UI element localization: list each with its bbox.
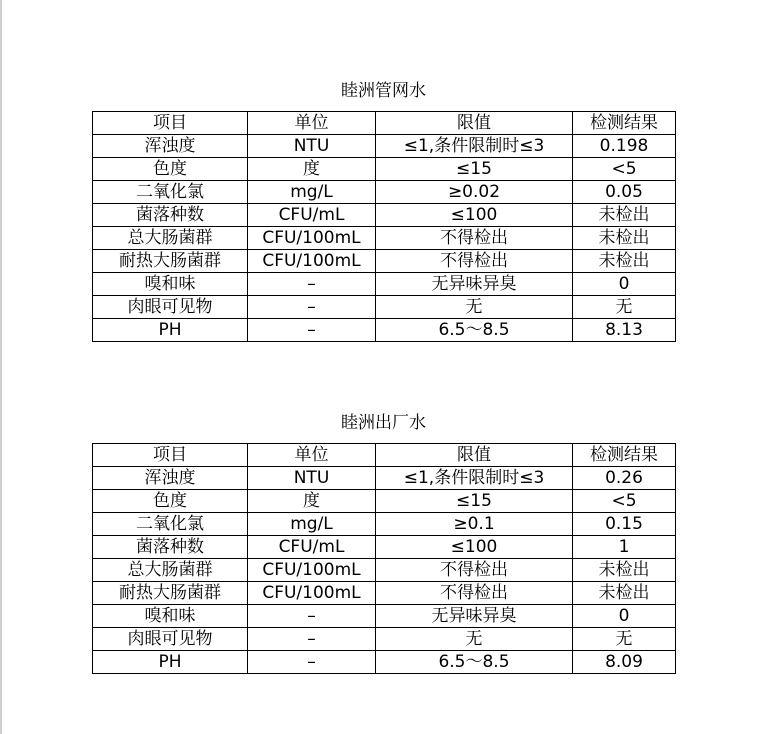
page-left-border bbox=[0, 0, 2, 734]
table-row bbox=[93, 158, 676, 181]
cell-limit: 无 bbox=[376, 628, 573, 651]
cell-result: <5 bbox=[573, 158, 676, 181]
table-row bbox=[93, 605, 676, 628]
header-item: 项目 bbox=[93, 444, 248, 467]
cell-result: <5 bbox=[573, 490, 676, 513]
cell-limit: 不得检出 bbox=[376, 227, 573, 250]
table-row bbox=[93, 513, 676, 536]
table-row bbox=[93, 467, 676, 490]
table-row bbox=[93, 273, 676, 296]
header-unit: 单位 bbox=[248, 444, 376, 467]
cell-unit: – bbox=[248, 628, 376, 651]
cell-limit: ≤100 bbox=[376, 204, 573, 227]
cell-limit: 6.5～8.5 bbox=[376, 651, 573, 674]
cell-unit: 度 bbox=[248, 490, 376, 513]
cell-item: 总大肠菌群 bbox=[93, 227, 248, 250]
table-row bbox=[93, 559, 676, 582]
cell-item: 菌落种数 bbox=[93, 204, 248, 227]
table-row bbox=[93, 582, 676, 605]
cell-limit: 无异味异臭 bbox=[376, 273, 573, 296]
table-title: 睦洲出厂水 bbox=[341, 413, 426, 433]
cell-limit: ≤1,条件限制时≤3 bbox=[376, 467, 573, 490]
cell-result: 未检出 bbox=[573, 582, 676, 605]
cell-unit: – bbox=[248, 273, 376, 296]
header-limit: 限值 bbox=[376, 444, 573, 467]
cell-unit: CFU/mL bbox=[248, 204, 376, 227]
pipe-network-water-table bbox=[92, 111, 676, 342]
table-row bbox=[93, 135, 676, 158]
cell-item: 二氧化氯 bbox=[93, 513, 248, 536]
cell-item: 肉眼可见物 bbox=[93, 296, 248, 319]
cell-result: 0.198 bbox=[573, 135, 676, 158]
cell-unit: NTU bbox=[248, 135, 376, 158]
cell-unit: – bbox=[248, 296, 376, 319]
table-header-row bbox=[93, 444, 676, 467]
table-row bbox=[93, 536, 676, 559]
cell-result: 未检出 bbox=[573, 559, 676, 582]
cell-limit: 无异味异臭 bbox=[376, 605, 573, 628]
cell-unit: mg/L bbox=[248, 181, 376, 204]
cell-item: 嗅和味 bbox=[93, 273, 248, 296]
cell-unit: CFU/100mL bbox=[248, 250, 376, 273]
cell-limit: ≥0.1 bbox=[376, 513, 573, 536]
cell-limit: ≤15 bbox=[376, 158, 573, 181]
cell-item: 耐热大肠菌群 bbox=[93, 250, 248, 273]
cell-result: 0 bbox=[573, 605, 676, 628]
cell-unit: – bbox=[248, 319, 376, 342]
cell-result: 无 bbox=[573, 296, 676, 319]
cell-result: 0.05 bbox=[573, 181, 676, 204]
pipe-network-water-section bbox=[92, 76, 675, 342]
table-row bbox=[93, 319, 676, 342]
header-limit: 限值 bbox=[376, 112, 573, 135]
cell-item: 二氧化氯 bbox=[93, 181, 248, 204]
header-unit: 单位 bbox=[248, 112, 376, 135]
cell-result: 0.15 bbox=[573, 513, 676, 536]
cell-unit: NTU bbox=[248, 467, 376, 490]
cell-item: 浑浊度 bbox=[93, 135, 248, 158]
cell-limit: 不得检出 bbox=[376, 250, 573, 273]
cell-item: PH bbox=[93, 651, 248, 674]
cell-result: 8.09 bbox=[573, 651, 676, 674]
cell-result: 未检出 bbox=[573, 227, 676, 250]
header-result: 检测结果 bbox=[573, 112, 676, 135]
cell-item: 浑浊度 bbox=[93, 467, 248, 490]
table-row bbox=[93, 204, 676, 227]
header-item: 项目 bbox=[93, 112, 248, 135]
table-row bbox=[93, 651, 676, 674]
cell-unit: mg/L bbox=[248, 513, 376, 536]
cell-result: 未检出 bbox=[573, 250, 676, 273]
cell-unit: CFU/100mL bbox=[248, 582, 376, 605]
cell-limit: 无 bbox=[376, 296, 573, 319]
cell-unit: CFU/100mL bbox=[248, 559, 376, 582]
cell-limit: 不得检出 bbox=[376, 559, 573, 582]
cell-item: PH bbox=[93, 319, 248, 342]
header-result: 检测结果 bbox=[573, 444, 676, 467]
cell-item: 色度 bbox=[93, 490, 248, 513]
cell-limit: ≤1,条件限制时≤3 bbox=[376, 135, 573, 158]
cell-unit: 度 bbox=[248, 158, 376, 181]
cell-result: 无 bbox=[573, 628, 676, 651]
cell-item: 总大肠菌群 bbox=[93, 559, 248, 582]
table-row bbox=[93, 227, 676, 250]
cell-result: 0.26 bbox=[573, 467, 676, 490]
cell-unit: – bbox=[248, 605, 376, 628]
factory-outlet-water-section bbox=[92, 408, 675, 674]
cell-limit: 6.5～8.5 bbox=[376, 319, 573, 342]
cell-result: 8.13 bbox=[573, 319, 676, 342]
cell-item: 色度 bbox=[93, 158, 248, 181]
cell-limit: ≥0.02 bbox=[376, 181, 573, 204]
cell-item: 耐热大肠菌群 bbox=[93, 582, 248, 605]
table-row bbox=[93, 250, 676, 273]
cell-item: 肉眼可见物 bbox=[93, 628, 248, 651]
table-row bbox=[93, 181, 676, 204]
cell-limit: ≤15 bbox=[376, 490, 573, 513]
cell-item: 嗅和味 bbox=[93, 605, 248, 628]
cell-limit: 不得检出 bbox=[376, 582, 573, 605]
cell-result: 1 bbox=[573, 536, 676, 559]
table-title: 睦洲管网水 bbox=[341, 81, 426, 101]
cell-limit: ≤100 bbox=[376, 536, 573, 559]
cell-unit: CFU/100mL bbox=[248, 227, 376, 250]
table-row bbox=[93, 490, 676, 513]
factory-outlet-water-table bbox=[92, 443, 676, 674]
cell-item: 菌落种数 bbox=[93, 536, 248, 559]
table-row bbox=[93, 628, 676, 651]
cell-unit: CFU/mL bbox=[248, 536, 376, 559]
cell-result: 0 bbox=[573, 273, 676, 296]
cell-unit: – bbox=[248, 651, 376, 674]
cell-result: 未检出 bbox=[573, 204, 676, 227]
table-header-row bbox=[93, 112, 676, 135]
table-row bbox=[93, 296, 676, 319]
